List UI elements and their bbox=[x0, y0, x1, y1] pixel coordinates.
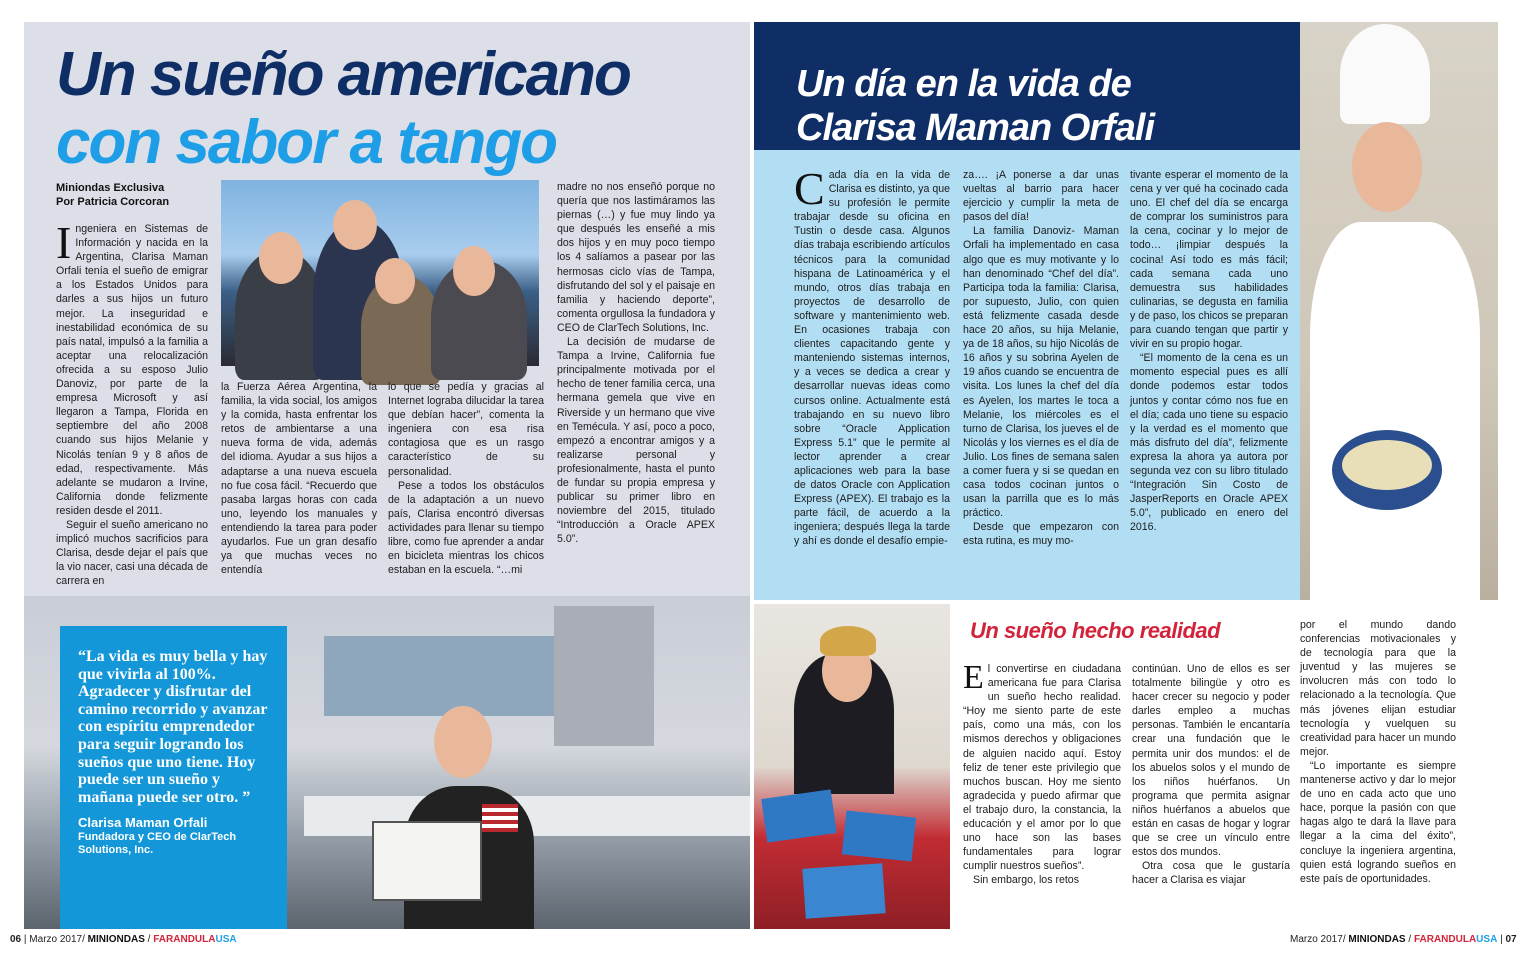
magazine-name: MINIONDAS bbox=[87, 934, 145, 945]
chef-photo bbox=[1300, 22, 1498, 600]
section-suffix: USA bbox=[1476, 934, 1498, 945]
section-name: FARANDULA bbox=[1413, 934, 1477, 945]
pull-quote bbox=[60, 626, 287, 929]
left-col-1 bbox=[56, 217, 208, 596]
article-title-line2: con sabor a tango bbox=[56, 108, 556, 177]
paragraph: Sin embargo, los retos bbox=[973, 874, 1079, 887]
byline bbox=[56, 181, 169, 209]
magazine-name: MINIONDAS bbox=[1348, 934, 1406, 945]
section-suffix: USA bbox=[215, 934, 237, 945]
article-title-line1: Un sueño americano bbox=[56, 40, 630, 109]
paragraph: “Lo importante es siempre mantenerse activo y dar lo mejor de uno en cada acto que uno hace, porque la pasión con que hagas algo te dará la llave para llegar a la cima del éxito”, concluye la ingeniera argentina, quien está logrando sueños en este país de oportunidades. bbox=[1300, 759, 1456, 885]
paragraph: lo que se pedía y gracias al Internet lograba dilucidar la tarea que debían hacer”, comenta la ingeniera con esa risa contagiosa que es un rasgo característico de su personalidad. bbox=[388, 381, 544, 478]
paragraph: continúan. Uno de ellos es ser totalmente bilingüe y otro es hacer crecer su negocio y poder darles empleo a muchas personas. También le encantaría crear una fundación que le permita unir dos mundos: el de los abuelos solos y el mundo de los niños huérfanos. Un programa que permita asignar niños huérfanos a abuelos que están en casas de hogar y lograr que se cree un vínculo entre estos dos mundos. bbox=[1132, 663, 1290, 859]
paragraph: ngeniera en Sistemas de Información y nacida en la Argentina, Clarisa Maman Orfali tenía el sueño de emigrar a los Estados Unidos para darles a sus hijos un futuro mejor. La inseguridad e inestabilidad económica de su país natal, impulsó a la familia a aceptar una relocalización ofrecida a su esposo Julio Danoviz, por parte de la empresa Microsoft y así llegaron a Tampa, Florida en septiembre del año 2008 cuando sus hijos Melanie y Nicolás tenían 9 y 8 años de edad, respectivamente. Más adelante se mudaron a Irvine, California donde felizmente residen desde el 2011. bbox=[56, 223, 208, 517]
quote-text: “La vida es muy bella y hay que vivirla al 100%. Agradecer y disfrutar del camino recorrido y avanzar con espíritu emprendedor para seguir logrando los sueños que uno tiene. Hoy puede ser un sueño y mañana puede ser otro. ” bbox=[78, 648, 268, 806]
paragraph: La decisión de mudarse de Tampa a Irvine, California fue principalmente motivada por el hecho de tener familia cerca, una hermana gemela que vive en Riverside y un hermano que vive en Temécula. Y así, poco a poco, empezó a encontrar amigos y a realizarse personal y profesionalmente, hasta el punto de fundar su propia empresa y publicar su primer libro en noviembre del 2015, titulado “Introducción a Oracle APEX 5.0”. bbox=[557, 336, 715, 546]
right-col-1 bbox=[794, 163, 950, 600]
right-title-line2: Clarisa Maman Orfali bbox=[796, 107, 1155, 149]
paragraph: ada día en la vida de Clarisa es distinto, ya que su profesión le permite trabajar desde su oficina en Tustin o desde casa. Algunos días trabaja escribiendo artículos técnicos para la comunidad hispana de Latinoamérica y el mundo, otros días trabaja en proyectos de desarrollo de software y mantenimiento web. En ocasiones trabaja con clientes capacitando gente y manteniendo sistemas internos, y a veces se dedica a crear y desarrollar nuevas ideas como cursos online. Actualmente está trabajando en su nuevo libro sobre “Oracle Application Express 5.1” que le permite al lector aprender a crear aplicaciones web para la base de datos Oracle con Application Express (APEX). El trabajo es la parte fácil, de acuerdo a la ingeniera; después llega la tarde y ahí es donde el desafío empie- bbox=[794, 169, 950, 548]
page-number: 06 bbox=[10, 934, 22, 945]
paragraph: Pese a todos los obstáculos de la adaptación a un nuevo país, Clarisa encontró diversas actividades para llenar su tiempo libre, como fue aprender a andar en bicicleta mientras los chicos estaban en la escuela. “…mi bbox=[388, 479, 544, 577]
paragraph: por el mundo dando conferencias motivacionales y de tecnología para que la juventud y las mujeres se involucren más con todo lo relacionado a la tecnología. Que más jóvenes elijan estudiar tecnología y vuelquen su creatividad para hacer un mundo mejor. bbox=[1300, 619, 1456, 758]
paragraph: Desde que empezaron con esta rutina, es muy mo- bbox=[963, 521, 1119, 548]
section-name: FARANDULA bbox=[153, 934, 216, 945]
paragraph: za…. ¡A ponerse a dar unas vueltas al barrio para hacer ejercicio y cumplir la meta de pasos del día! bbox=[963, 169, 1119, 224]
section-subtitle: Un sueño hecho realidad bbox=[970, 618, 1221, 643]
quote-author-role: Fundadora y CEO de ClarTech Solutions, Inc. bbox=[78, 831, 237, 857]
issue-date: Marzo 2017 bbox=[1290, 934, 1343, 945]
paragraph: “El momento de la cena es un momento especial pues es allí donde podemos estar todos juntos y contar cómo nos fue en el día; cada uno tiene su espacio y la verdad es el momento que más disfruto del día”, felizmente expresa la ahora ya autora por segunda vez con su libro titulado “Integración Sin Costo de JasperReports en Oracle APEX 5.0”, publicado en enero del 2016. bbox=[1130, 352, 1288, 534]
paragraph: Otra cosa que le gustaría hacer a Clarisa es viajar bbox=[1132, 860, 1290, 887]
dropcap: C bbox=[794, 163, 825, 214]
right-col-3 bbox=[1130, 168, 1288, 600]
left-col-4 bbox=[557, 180, 715, 596]
right-title bbox=[796, 62, 1154, 150]
right-col-2 bbox=[963, 168, 1119, 600]
dropcap: E bbox=[963, 659, 984, 696]
paragraph: la Fuerza Aérea Argentina, la familia, la vida social, los amigos y la comida, hasta enfrentar los retos de ambientarse a una nueva forma de vida, además del idioma. Ayudar a sus hijos a adaptarse a una nueva escuela no fue cosa fácil. “Recuerdo que pasaba largas horas con cada uno, leyendo los manuales y entendiendo la tarea para poder ayudarlos. Fue un gran desafío ya que muchas veces no entendía bbox=[221, 381, 377, 577]
footer-right: Marzo 2017/ MINIONDAS / FARANDULAUSA | 07 bbox=[1290, 934, 1517, 945]
footer-left: 06 | Marzo 2017/ MINIONDAS / FARANDULAUSA bbox=[10, 934, 237, 945]
left-col-2 bbox=[221, 380, 377, 596]
page-number: 07 bbox=[1505, 934, 1517, 945]
paragraph: l convertirse en ciudadana americana fue para Clarisa un sueño hecho realidad. “Hoy me siento parte de este país, como una más, con los mismos derechos y obligaciones de alguien nacido aquí. Estoy feliz de tener este privilegio que muchos buscan. Hoy me siento agradecida y puedo afirmar que el trabajo duro, la constancia, la educación y el amor por lo que uno hace son las bases fundamentales para lograr cumplir nuestros sueños”. bbox=[963, 663, 1121, 873]
paragraph: tivante esperar el momento de la cena y ver qué ha cocinado cada uno. El chef del día se encarga de comprar los suministros para la cena, cocinar y lo mejor de todo… ¡limpiar después la cocina! Así todo es más fácil; cada semana cada uno demuestra sus habilidades culinarias, se degusta en familia y de paso, los chicos se preparan para cuando tengan que partir y vivir en su propio hogar. bbox=[1130, 169, 1288, 351]
byline-source: Miniondas Exclusiva bbox=[56, 182, 165, 194]
dropcap: I bbox=[56, 217, 72, 268]
right-lower-col-1 bbox=[963, 659, 1121, 924]
byline-author: Por Patricia Corcoran bbox=[56, 196, 170, 208]
paragraph: La familia Danoviz- Maman Orfali ha implementado en casa algo que es muy motivante y lo han denominado “Chef del día”. Participa toda la familia: Clarisa, por supuesto, Julio, con quien está felizmente casada desde hace 20 años, su hija Melanie, ya de 18 años, su hijo Nicolás de 16 años y su sobrina Ayelen de 19 años cuando se encuentra de visita. Los lunes la chef del día es Ayelen, los martes le toca a Melanie, los miércoles es el turno de Clarisa, los jueves el de Nicolás y los viernes es el día de Julio. Los fines de semana salen a comer fuera y si se quedan en casa todos cocinan juntos o usan la parrilla que es lo más práctico. bbox=[963, 225, 1119, 520]
quote-author: Clarisa Maman Orfali bbox=[78, 815, 208, 831]
paragraph: madre no nos enseñó porque no quería que nos lastimáramos las piernas (…) y fue muy lindo ya que después les enseñé a mis dos hijos y en muy poco tiempo los 4 salíamos a pasear por las hermosas ciclo vías de Tampa, disfrutando del sol y el paisaje en familia y haciendo deporte”, comenta orgullosa la fundadora y CEO de ClarTech Solutions, Inc. bbox=[557, 181, 715, 334]
left-col-3 bbox=[388, 380, 544, 596]
issue-date: Marzo 2017 bbox=[29, 934, 83, 945]
book-signing-photo bbox=[754, 604, 950, 929]
family-photo bbox=[221, 180, 539, 366]
right-lower-col-2 bbox=[1132, 662, 1290, 924]
right-title-line1: Un día en la vida de bbox=[796, 63, 1131, 105]
right-lower-col-3 bbox=[1300, 618, 1456, 924]
paragraph: Seguir el sueño americano no implicó muchos sacrificios para Clarisa, desde dejar el país que la vio nacer, casi una década de carrera en bbox=[56, 518, 208, 588]
